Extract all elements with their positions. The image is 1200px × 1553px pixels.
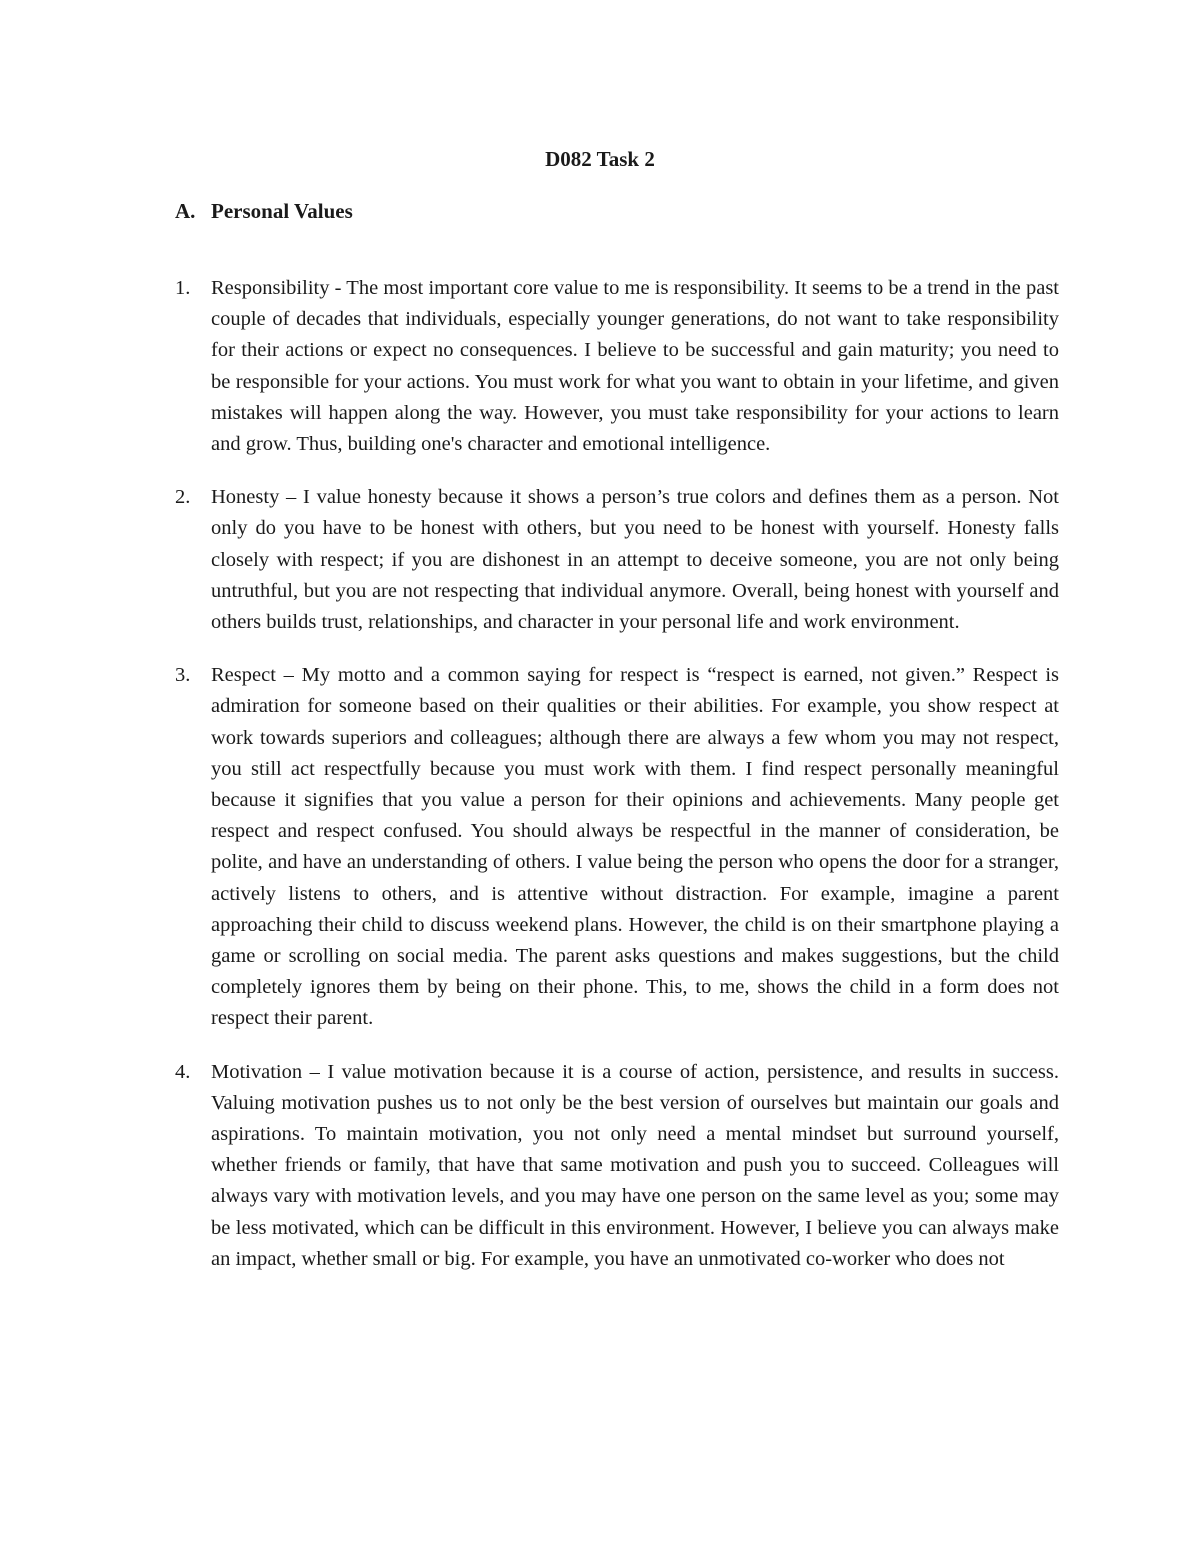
section-heading-text: Personal Values [211,199,353,223]
item-text: Motivation – I value motivation because it is a course of action, persistence, and results in success. Valuing motivation pushes us to not only be the best version of ourselves but maintain our goals and aspirations. To maintain motivation, you not only need a mental mindset but surround yourself, whether friends or family, that have that same motivation and push you to succeed. Colleagues will always vary with motivation levels, and you may have one person on the same level as you; some may be less motivated, which can be difficult in this environment. However, I believe you can always make an impact, whether small or big. For example, you have an unmotivated co-worker who does not [211,1060,1059,1270]
item-number: 4. [175,1060,191,1083]
values-list [175,273,1059,1297]
section-heading [175,196,353,226]
item-text: Responsibility - The most important core value to me is responsibility. It seems to be a trend in the past couple of decades that individuals, especially younger generations, do not want to take responsibility for their actions or expect no consequences. I believe to be successful and gain maturity; you need to be responsible for your actions. You must work for what you want to obtain in your lifetime, and given mistakes will happen along the way. However, you must take responsibility for your actions to learn and grow. Thus, building one's character and emotional intelligence. [211,277,1059,456]
section-letter: A. [175,199,196,223]
list-item-respect [175,660,1059,1034]
list-item-honesty [175,482,1059,638]
list-item-motivation [175,1057,1059,1275]
item-number: 1. [175,277,191,299]
list-item-responsibility [175,273,1059,460]
item-number: 2. [175,486,191,509]
item-text: Honesty – I value honesty because it shows a person’s true colors and defines them as a person. Not only do you have to be honest with others, but you need to be honest with yourself. Honesty falls closely with respect; if you are dishonest in an attempt to deceive someone, you are not only being untruthful, but you are not respecting that individual anymore. Overall, being honest with yourself and others builds trust, relationships, and character in your personal life and work environment. [211,486,1059,634]
item-number: 3. [175,664,191,687]
document-title: D082 Task 2 [545,147,655,171]
item-text: Respect – My motto and a common saying for respect is “respect is earned, not given.” Respect is admiration for someone based on their qualities or their abilities. For example, you show respect at work towards superiors and colleagues; although there are always a few whom you may not respect, you still act respectfully because you must work with them. I find respect personally meaningful because it signifies that you value a person for their opinions and achievements. Many people get respect and respect confused. You should always be respectful in the manner of consideration, be polite, and have an understanding of others. I value being the person who opens the door for a stranger, actively listens to others, and is attentive without distraction. For example, imagine a parent approaching their child to discuss weekend plans. However, the child is on their smartphone playing a game or scrolling on social media. The parent asks questions and makes suggestions, but the child completely ignores them by being on their phone. This, to me, shows the child in a form does not respect their parent. [211,664,1059,1030]
